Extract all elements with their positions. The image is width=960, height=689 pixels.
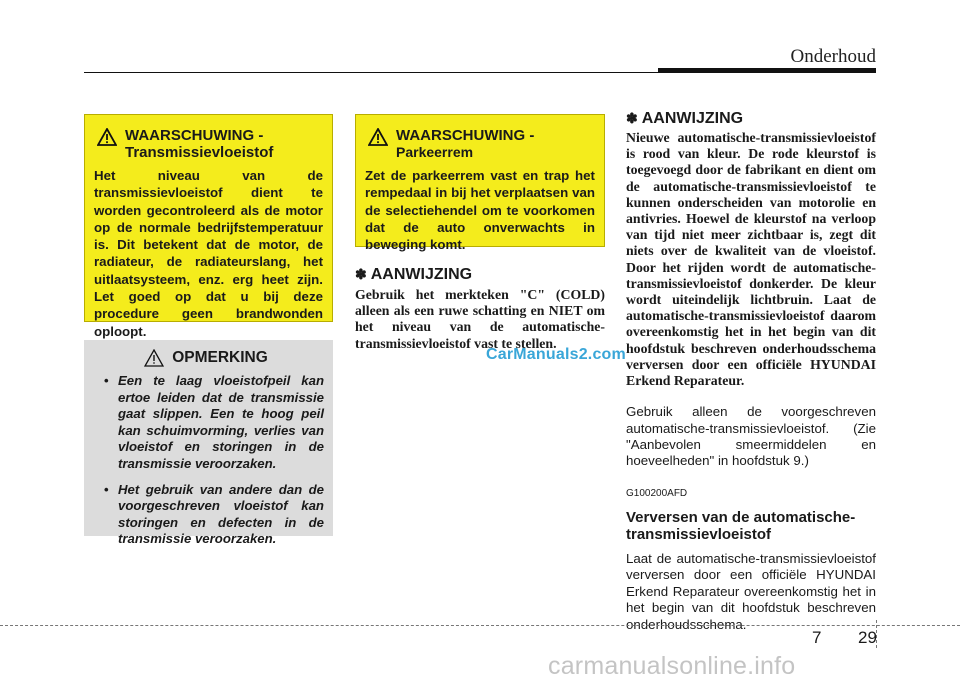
section-body: Laat de automatische-transmissievloeistof verversen door een officiële HYUNDAI Erkend Reparateur overeenkomstig het in het begin van dit hoofdstuk beschreven onderhoudsschema.	[626, 550, 876, 632]
note-heading	[88, 349, 324, 367]
asterisk-icon: ✽	[355, 266, 367, 282]
caution-triangle-icon	[144, 349, 164, 367]
watermark-carmanuals2: CarManuals2.com	[486, 346, 626, 363]
header-rule-accent	[658, 68, 876, 73]
paragraph-use-fluid: Gebruik alleen de voorgeschreven automatische-transmissievloeistof. (Zie "Aanbevolen smeermiddelen en hoeveelheden" in hoofdstuk 9.)	[626, 404, 876, 469]
warning-title-line1: WAARSCHUWING -	[125, 127, 264, 144]
warning-title-line2: Transmissievloeistof	[125, 144, 274, 161]
chapter-number: 7	[812, 628, 822, 647]
note-title: OPMERKING	[172, 349, 268, 366]
warning-heading	[365, 127, 595, 161]
section-code: G100200AFD	[626, 487, 688, 499]
note-list	[88, 373, 324, 548]
tip-title: AANWIJZING	[641, 110, 744, 127]
warning-body: Het niveau van de transmissievloeistof dient te worden gecontroleerd als de motor op de normale bedrijfstemperatuur is. Dit betekent dat de motor, de radiateur, de radiateurslang, het uitlaatsysteem, enz. erg heet zijn. Let goed op dat u bij deze procedure geen brandwonden oploopt.	[94, 168, 323, 339]
asterisk-icon: ✽	[626, 110, 638, 126]
note-box	[84, 340, 333, 547]
watermark-carmanualsonline: carmanualsonline.info	[548, 652, 796, 680]
warning-body: Zet de parkeerrem vast en trap het rempedaal in bij het verplaatsen van de selectiehendel om te voorkomen dat de auto onverwachts in beweging komt.	[365, 168, 595, 253]
right-column	[626, 110, 876, 633]
list-item: • Een te laag vloeistofpeil kan ertoe leiden dat de transmissie gaat slippen. Een te hoog peil kan schuimvorming, verlies van vloeistof en storingen in de transmissie veroorzaken.	[88, 373, 324, 473]
tip-body: Nieuwe automatische-transmissievloeistof is rood van kleur. De rode kleurstof is toegevoegd door de fabrikant en dient om de automatische-transmissievloeistof te kunnen onderscheiden van motorolie en antivries. Hoewel de kleurstof na verloop van tijd niet meer zichtbaar is, zegt dit niets over de kwaliteit van de vloeistof. Door het rijden wordt de automatische-transmissievloeistof donkerder. De kleur wordt uiteindelijk lichtbruin. Laat de automatische-transmissievloeistof daarom overeenkomstig het in het begin van dit hoofdstuk beschreven onderhoudsschema verversen door een officiële HYUNDAI Erkend Reparateur.	[626, 130, 876, 389]
page-number: 29	[858, 628, 877, 647]
warning-triangle-icon	[97, 128, 117, 146]
tip-title: AANWIJZING	[370, 266, 473, 283]
list-item: • Het gebruik van andere dan de voorgeschreven vloeistof kan storingen en defecten in de transmissie veroorzaken.	[88, 482, 324, 548]
header-title: Onderhoud	[790, 46, 876, 67]
warning-title-line2: Parkeerrem	[396, 144, 474, 160]
tip-middle	[355, 266, 605, 352]
warning-title-line1: WAARSCHUWING -	[396, 127, 535, 144]
tip-body: Gebruik het merkteken "C" (COLD) alleen als een ruwe schatting en NIET om het niveau van de automatische-transmissievloeistof vast te stellen.	[355, 287, 605, 351]
tip-heading	[626, 110, 876, 128]
warning-box-transmission-fluid	[84, 114, 333, 339]
warning-triangle-icon	[368, 128, 388, 146]
section-title: Verversen van de automatische-transmissievloeistof	[626, 508, 856, 543]
warning-box-parking-brake	[355, 114, 605, 253]
footer-rule	[0, 625, 960, 626]
warning-heading	[94, 127, 323, 161]
tip-heading	[355, 266, 605, 284]
